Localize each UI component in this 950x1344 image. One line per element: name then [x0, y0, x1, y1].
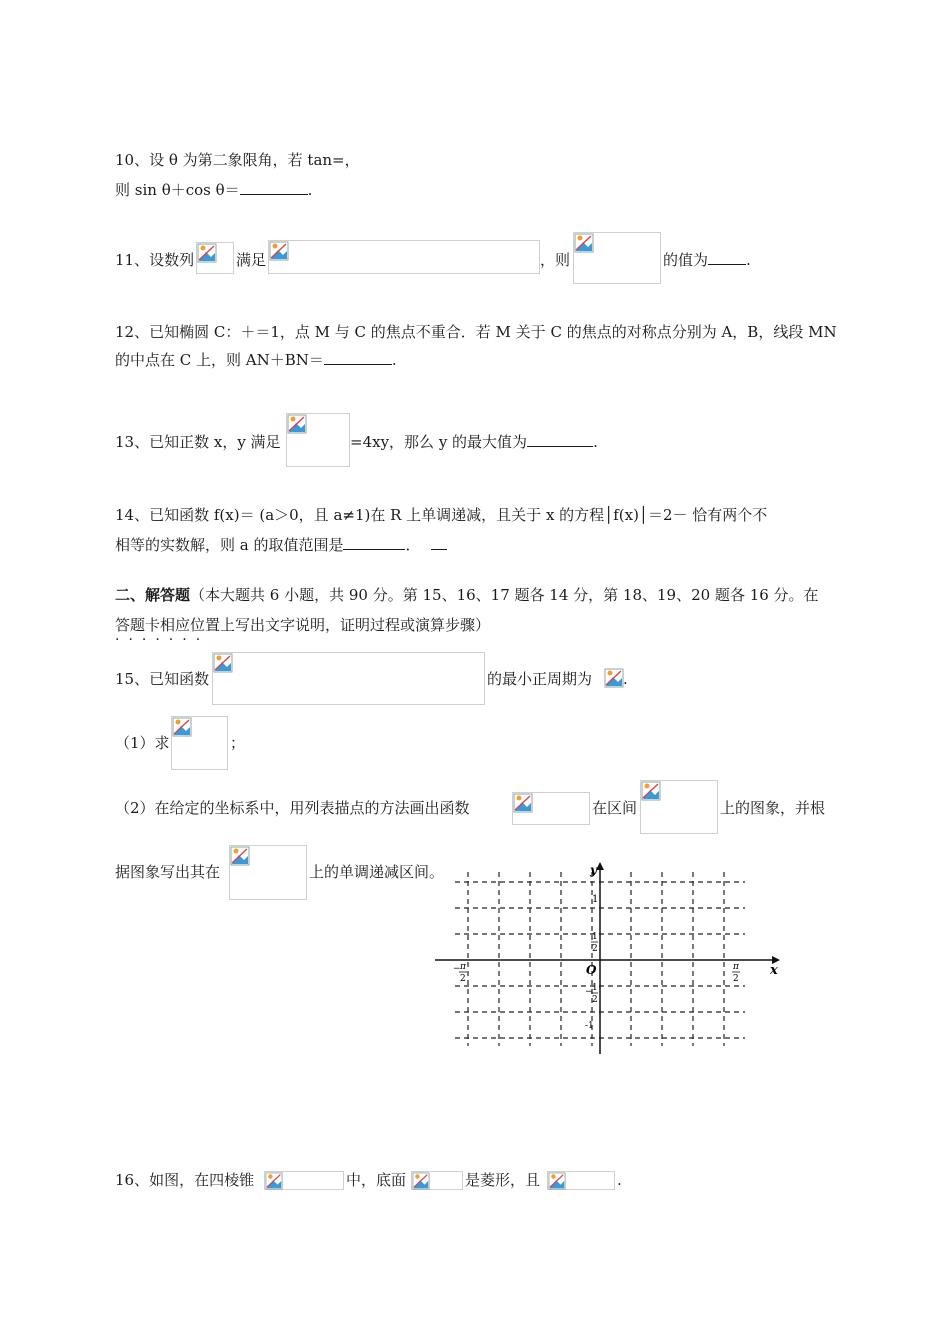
- section2-line2: 答题卡相应位置上写出文字说明，证明过程或演算步骤）: [115, 616, 491, 634]
- q10-line2-end: .: [307, 181, 313, 199]
- y-tick-neg-half-sign: −: [585, 987, 593, 997]
- q11-condition-image: [268, 240, 540, 274]
- broken-image-icon: [287, 414, 307, 434]
- q13-equation-image: [286, 413, 350, 467]
- broken-image-icon: [548, 1172, 566, 1190]
- y-tick-neg-half-den: 2: [592, 995, 598, 1005]
- broken-image-icon: [641, 781, 661, 801]
- q11-post-text: 的值为: [663, 251, 709, 269]
- q13-end: .: [593, 433, 598, 451]
- q15-part3-post: 上的单调递减区间。: [309, 863, 445, 881]
- q11-expression-image: [573, 232, 661, 284]
- q15-pre: 15、已知函数: [115, 670, 210, 688]
- q15-part2-pre: （2）在给定的坐标系中，用列表描点的方法画出函数: [115, 799, 470, 817]
- q15-part1-image: [171, 716, 228, 770]
- section2-desc1: （本大题共 6 小题，共 90 分。第 15、16、17 题各 14 分，第 18、19、20 题各 16 分。在: [190, 586, 819, 604]
- x-tick-neg-pi2-num: π: [460, 962, 466, 972]
- q10-line2-text: 则 sin θ＋cos θ＝: [115, 181, 240, 199]
- q15-part2-function-image: [512, 792, 590, 825]
- y-axis-label: y: [590, 863, 597, 877]
- q15-period-image: [604, 668, 622, 688]
- q14-line2-text: 相等的实数解，则 a 的取值范围是: [115, 536, 344, 554]
- q14-answer-blank: [343, 535, 405, 550]
- q15-part2-interval-image: [640, 780, 718, 834]
- q15-function-image: [212, 652, 485, 705]
- y-tick-half-den: 2: [592, 944, 598, 954]
- x-axis-label: x: [770, 963, 778, 978]
- q16-end: .: [617, 1171, 622, 1189]
- q16-base-image: [411, 1171, 463, 1190]
- broken-image-icon: [513, 793, 533, 813]
- broken-image-icon: [213, 653, 233, 673]
- y-tick-1: 1: [592, 894, 599, 905]
- broken-image-icon: [574, 233, 594, 253]
- q12-answer-blank: [324, 350, 392, 365]
- q16-mid: 中，底面: [346, 1171, 407, 1189]
- q11-mid: 满足: [236, 251, 267, 269]
- origin-label: O: [586, 963, 597, 977]
- broken-image-icon: [172, 717, 192, 737]
- emphasis-dots: ·······: [115, 632, 210, 648]
- q16-pre: 16、如图，在四棱锥: [115, 1171, 255, 1189]
- broken-image-icon: [604, 668, 624, 688]
- q15-part3-pre: 据图象写出其在: [115, 863, 221, 881]
- y-tick-neg1: -1: [585, 1021, 594, 1031]
- broken-image-icon: [197, 243, 217, 263]
- x-tick-pi2-den: 2: [733, 974, 739, 984]
- q12-line2-text: 的中点在 C 上，则 AN＋BN＝: [115, 351, 324, 369]
- q11-mid2: ，则: [540, 251, 571, 269]
- x-tick-pi2-num: π: [733, 962, 739, 972]
- q14-line1: 14、已知函数 f(x)＝ (a＞0，且 a≠1)在 R 上单调递减，且关于 x 的方程│f(x)│＝2－ 恰有两个不: [115, 506, 768, 524]
- q11-answer-blank: [708, 250, 746, 265]
- q14-extra-blank: [431, 535, 447, 550]
- q11-post: [663, 250, 751, 270]
- q13-post: [350, 432, 598, 452]
- q13-pre: 13、已知正数 x，y 满足: [115, 433, 281, 451]
- q11-end: .: [746, 251, 751, 269]
- broken-image-icon: [230, 846, 250, 866]
- q12-line1: 12、已知椭圆 C：＋＝1，点 M 与 C 的焦点不重合．若 M 关于 C 的焦点的对称点分别为 A，B，线段 MN: [115, 323, 837, 341]
- q15-part2-post: 上的图象，并根: [720, 799, 826, 817]
- q14-line2-end: ．: [405, 536, 421, 554]
- q11-sequence-image: [196, 242, 234, 274]
- q10-answer-blank: [240, 180, 308, 195]
- q12-line2: [115, 350, 397, 370]
- q15-post: 的最小正周期为: [487, 670, 593, 688]
- q13-post-text: =4xy，那么 y 的最大值为: [350, 433, 528, 451]
- y-axis-arrow: [596, 862, 604, 870]
- q15-end: .: [623, 670, 628, 688]
- broken-image-icon: [269, 241, 289, 261]
- q15-part1-post: ；: [230, 734, 246, 752]
- section2-title: 二、解答题: [115, 586, 191, 604]
- x-tick-neg-pi2-sign: −: [453, 964, 461, 974]
- q15-part3-interval-image: [229, 845, 307, 900]
- q16-condition-image: [547, 1171, 615, 1190]
- q13-answer-blank: [527, 432, 593, 447]
- q12-line2-end: .: [391, 351, 397, 369]
- q10-line1: 10、设 θ 为第二象限角，若 tan=，: [115, 151, 360, 169]
- q16-pyramid-image: [264, 1171, 344, 1190]
- coordinate-grid: [420, 858, 790, 1058]
- q14-line2: [115, 535, 447, 555]
- q15-part1-pre: （1）求: [115, 734, 170, 752]
- q16-mid2: 是菱形，且: [465, 1171, 541, 1189]
- q10-line2: [115, 180, 312, 200]
- y-tick-half-num: 1: [592, 932, 598, 942]
- section2-line1: [115, 585, 819, 605]
- broken-image-icon: [412, 1172, 430, 1190]
- broken-image-icon: [265, 1172, 283, 1190]
- x-tick-neg-pi2-den: 2: [460, 974, 466, 984]
- y-tick-neg-half-num: 1: [592, 983, 598, 993]
- q15-part2-mid: 在区间: [592, 799, 638, 817]
- q11-pre: 11、设数列: [115, 251, 195, 269]
